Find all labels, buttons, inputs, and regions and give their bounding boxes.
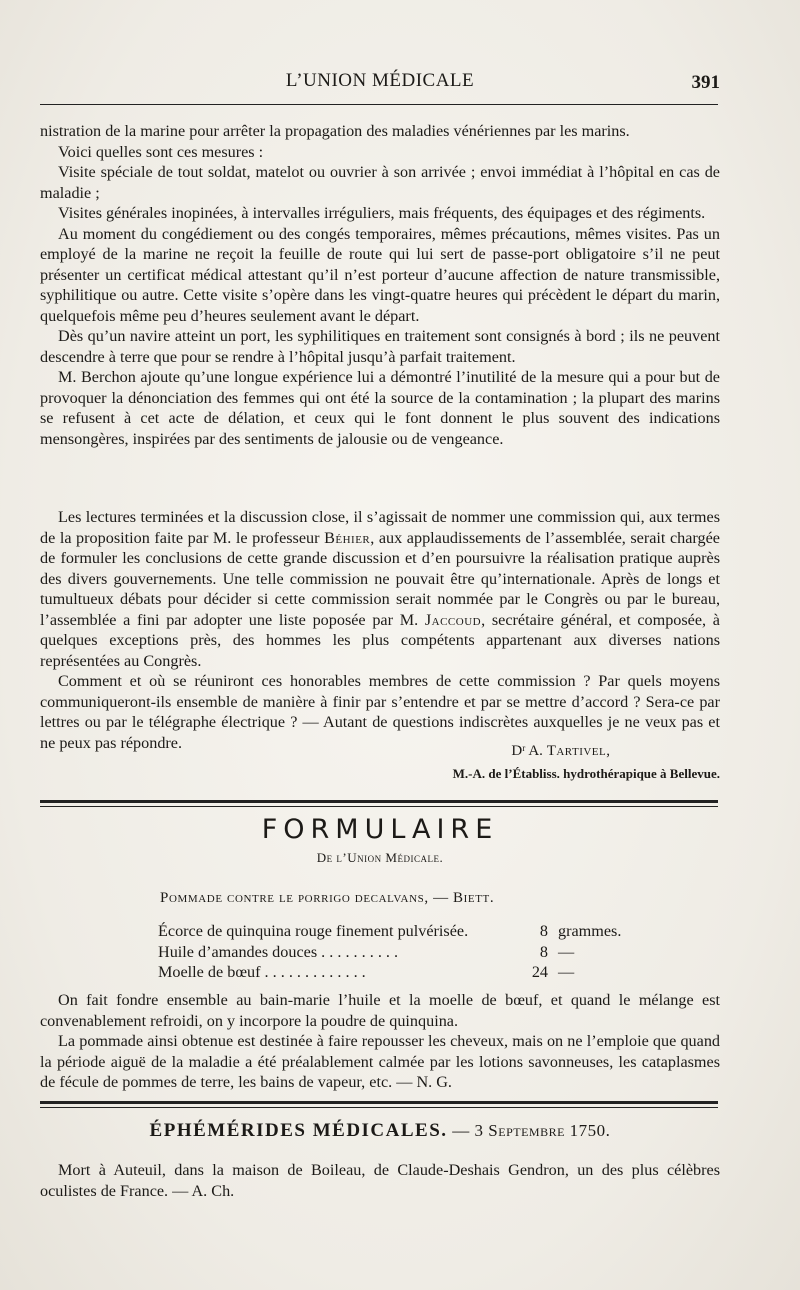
formulaire-text <box>40 990 720 1093</box>
author-affiliation: M.-A. de l’Établiss. hydrothérapique à Bellevue. <box>452 766 720 781</box>
ingredient-row <box>158 942 621 963</box>
paragraph: Voici quelles sont ces mesures : <box>58 142 264 161</box>
ingredient-name: Écorce de quinquina rouge finement pulvérisée. <box>158 922 469 940</box>
page-header <box>40 70 720 98</box>
ingredient-unit: grammes. <box>558 922 622 940</box>
section-rule-top <box>40 800 718 803</box>
article-conclusion <box>40 507 720 753</box>
ingredient-list <box>158 921 621 983</box>
ingredient-qty: 24 <box>531 963 548 981</box>
header-rule <box>40 104 718 105</box>
paragraph: M. Berchon ajoute qu’une longue expérience lui a démontré l’inutilité de la mesure qui a pour but de provoquer la dénonciation des femmes qui ont été la source de la contamination ; la plupart des marins se refusent à cet acte de délation, et ceux qui le font donnent le plus souvent des indications mensongères, inspirées par des sentiments de jalousie ou de vengeance. <box>40 368 720 448</box>
ephemerides-date: — 3 Septembre 1750. <box>447 1121 611 1140</box>
text-run: , secrétaire général, et composée, à quelques exceptions près, des hommes les plus compétents appartenant aux diverses nations représentées au Congrès. <box>40 610 720 670</box>
ingredient-qty: 8 <box>539 942 548 961</box>
ingredient-name: Huile d’amandes douces . . . . . . . . . . <box>158 942 399 961</box>
section-rule-bottom <box>40 806 718 807</box>
person-name: Béhier <box>324 528 371 547</box>
ephemerides-title: ÉPHÉMÉRIDES MÉDICALES. <box>149 1120 448 1141</box>
page-number: 391 <box>691 72 720 93</box>
author-signature <box>40 743 720 760</box>
ingredient-row <box>158 962 621 983</box>
formulaire-subtitle: De l’Union Médicale. <box>316 850 444 865</box>
paragraph: On fait fondre ensemble au bain-marie l’huile et la moelle de bœuf, et quand le mélange est convenablement refroidi, on y incorpore la poudre de quinquina. <box>40 991 720 1030</box>
paragraph: Dès qu’un navire atteint un port, les syphilitiques en traitement sont consignés à bord ; ils ne peuvent descendre à terre que pour se rendre à l’hôpital jusqu’à parfait traitement. <box>40 327 720 366</box>
paragraph: La pommade ainsi obtenue est destinée à faire repousser les cheveux, mais on ne l’emploie que quand la période aiguë de la maladie a été préalablement calmée par les lotions savonneuses, les cataplasmes de fécule de pommes de terre, les bains de vapeur, etc. — N. G. <box>40 1032 720 1091</box>
ingredient-name: Moelle de bœuf . . . . . . . . . . . . . <box>158 963 366 981</box>
ephemerides-text <box>40 1160 720 1201</box>
ingredient-unit: — <box>558 942 575 961</box>
signature-prefix: Dʳ A. <box>511 743 547 759</box>
author-name: Tartivel <box>546 743 607 759</box>
running-title: L’UNION MÉDICALE <box>285 70 475 91</box>
paragraph: Au moment du congédiement ou des congés temporaires, mêmes précautions, mêmes visites. Pas un employé de la marine ne reçoit la feuille de route qui lui sert de passe-port obligatoire s’il ne peut présenter un certificat médical attestant qu’il n’est porteur d’aucune affection de nature transmissible, syphilitique ou autre. Cette visite s’opère dans les vingt-quatre heures qui précèdent le départ du marin, quelquefois même peu d’heures seulement avant le départ. <box>40 224 720 325</box>
section-rule-top <box>40 1101 718 1104</box>
formulaire-title: FORMULAIRE <box>261 814 499 845</box>
ingredient-unit: — <box>558 963 575 981</box>
signature-suffix: , <box>606 743 610 759</box>
paragraph-commission <box>40 507 720 671</box>
paragraph: nistration de la marine pour arrêter la propagation des maladies vénériennes par les marins. <box>40 122 630 140</box>
ephemerides-heading <box>40 1120 720 1142</box>
article-continuation <box>40 121 720 449</box>
recipe-title: Pommade contre le porrigo decalvans, — Biett. <box>160 890 495 906</box>
paragraph: Mort à Auteuil, dans la maison de Boileau, de Claude-Deshais Gendron, un des plus célèbres oculistes de France. — A. Ch. <box>40 1161 720 1200</box>
paragraph: Visite spéciale de tout soldat, matelot ou ouvrier à son arrivée ; envoi immédiat à l’hôpital en cas de maladie ; <box>40 163 720 202</box>
section-rule-bottom <box>40 1107 718 1108</box>
paragraph: Visites générales inopinées, à intervalles irréguliers, mais fréquents, des équipages et des régiments. <box>58 204 706 222</box>
paragraph-questions: Comment et où se réuniront ces honorables membres de cette commission ? Par quels moyens communiqueront-ils ensemble de manière à finir par s’entendre et par se mettre d’accord ? Sera-ce par lettres ou par le télégraphe électrique ? — Autant de questions indiscrètes auxquelles je ne veux pas et ne peux pas répondre. <box>40 672 720 752</box>
text-run: , aux applaudissements de l’assemblée, serait chargée de formuler les conclusions de cette grande discussion et d’en poursuivre la réalisation pratique auprès des divers gouvernements. Une telle commission ne pouvait être qu’internationale. Après de longs et tumultueux débats pour décider si cette commission serait nommée par le Congrès ou par le bureau, l’assemblée a fini par adopter une liste poposée par M. <box>40 528 720 629</box>
ingredient-qty: 8 <box>539 922 548 940</box>
person-name: Jaccoud <box>424 610 482 629</box>
ingredient-row <box>158 921 621 942</box>
text-run: Les lectures terminées et la discussion close, il s’agissait de nommer une commission qui, aux termes de la proposition faite par M. le professeur <box>40 508 720 547</box>
